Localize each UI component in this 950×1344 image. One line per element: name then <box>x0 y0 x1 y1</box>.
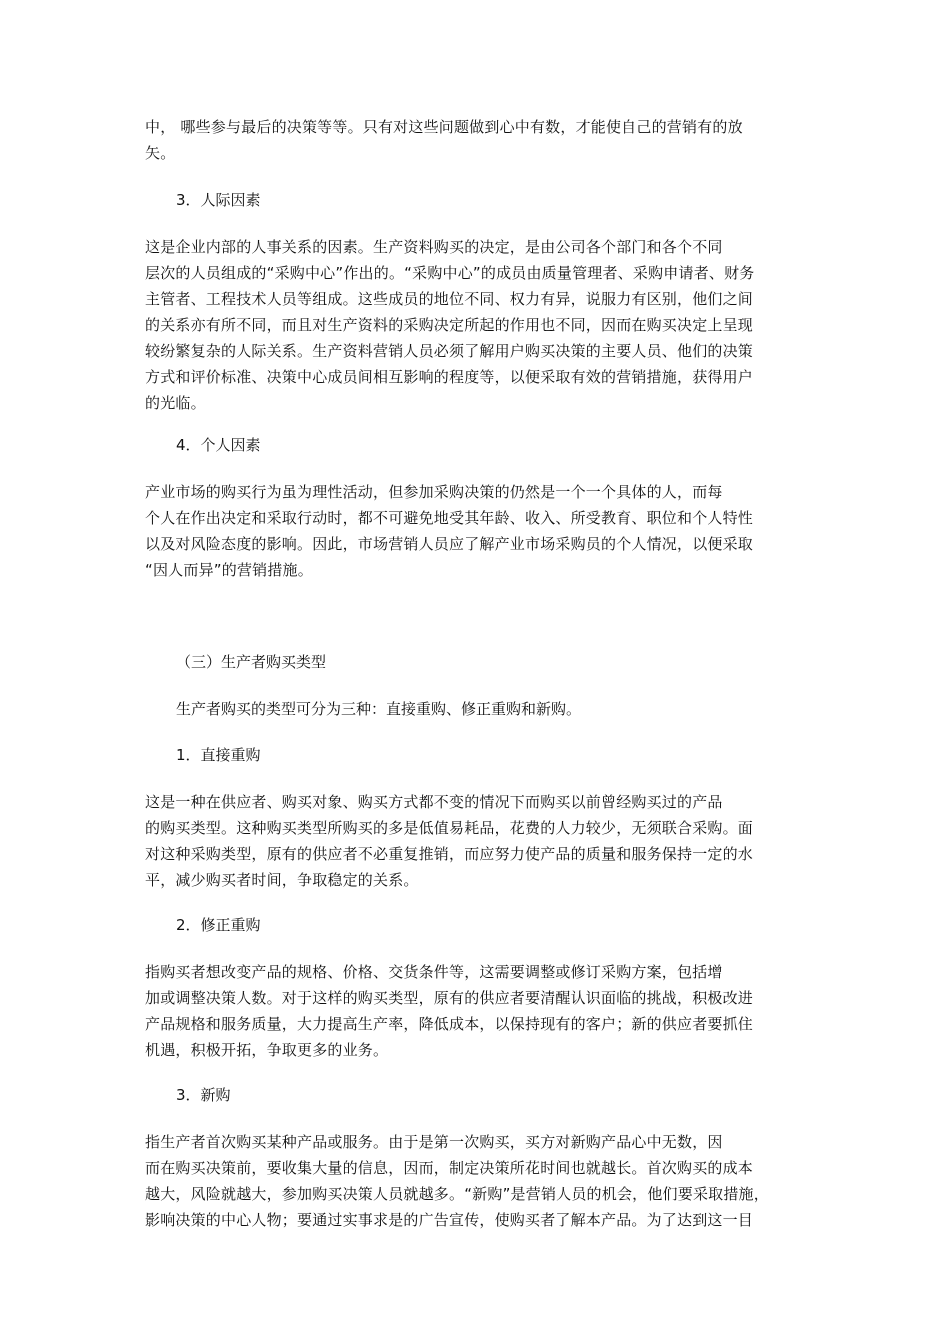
text-line: 这是企业内部的人事关系的因素。生产资料购买的决定，是由公司各个部门和各个不同 <box>145 238 723 256</box>
text-line: 个人在作出决定和采取行动时，都不可避免地受其年龄、收入、所受教育、职位和个人特性 <box>145 509 754 527</box>
paragraph-purchase-types-summary: 生产者购买的类型可分为三种：直接重购、修正重购和新购。 <box>176 700 582 718</box>
text-line: 越大，风险就越大，参加购买决策人员就越多。“新购”是营销人员的机会，他们要采取措施， <box>145 1185 769 1203</box>
paragraph-personal-factors <box>145 479 810 583</box>
text-line: 的关系亦有所不同，而且对生产资料的采购决定所起的作用也不同，因而在购买决定上呈现 <box>145 316 754 334</box>
text-line: 而在购买决策前，要收集大量的信息，因而，制定决策所花时间也就越长。首次购买的成本 <box>145 1159 754 1177</box>
heading-straight-rebuy: 1．直接重购 <box>176 746 261 764</box>
text-line: 加或调整决策人数。对于这样的购买类型，原有的供应者要清醒认识面临的挑战，积极改进 <box>145 989 754 1007</box>
paragraph-intro <box>145 114 810 166</box>
text-line: 主管者、工程技术人员等组成。这些成员的地位不同、权力有异，说服力有区别，他们之间 <box>145 290 754 308</box>
text-line: 产业市场的购买行为虽为理性活动，但参加采购决策的仍然是一个一个具体的人，而每 <box>145 483 723 501</box>
text-line: 产品规格和服务质量，大力提高生产率，降低成本，以保持现有的客户；新的供应者要抓住 <box>145 1015 754 1033</box>
heading-interpersonal-factors: 3．人际因素 <box>176 191 261 209</box>
text-line: 影响决策的中心人物；要通过实事求是的广告宣传，使购买者了解本产品。为了达到这一目 <box>145 1211 754 1229</box>
text-line: 以及对风险态度的影响。因此，市场营销人员应了解产业市场采购员的个人情况，以便采取 <box>145 535 754 553</box>
heading-modified-rebuy: 2．修正重购 <box>176 916 261 934</box>
paragraph-interpersonal-factors <box>145 234 810 416</box>
text-line: “因人而异”的营销措施。 <box>145 561 313 579</box>
heading-personal-factors: 4．个人因素 <box>176 436 261 454</box>
text-line: 机遇，积极开拓，争取更多的业务。 <box>145 1041 389 1059</box>
paragraph-straight-rebuy <box>145 789 810 893</box>
text-line: 较纷繁复杂的人际关系。生产资料营销人员必须了解用户购买决策的主要人员、他们的决策 <box>145 342 754 360</box>
text-line: 方式和评价标准、决策中心成员间相互影响的程度等，以便采取有效的营销措施，获得用户 <box>145 368 754 386</box>
text-line: 指购买者想改变产品的规格、价格、交货条件等，这需要调整或修订采购方案，包括增 <box>145 963 723 981</box>
text-line: 平，减少购买者时间，争取稳定的关系。 <box>145 871 419 889</box>
text-line: 指生产者首次购买某种产品或服务。由于是第一次购买，买方对新购产品心中无数，因 <box>145 1133 723 1151</box>
heading-new-task: 3．新购 <box>176 1086 231 1104</box>
text-line: 的购买类型。这种购买类型所购买的多是低值易耗品，花费的人力较少，无须联合采购。面 <box>145 819 754 837</box>
text-line: 中， 哪些参与最后的决策等等。只有对这些问题做到心中有数，才能使自己的营销有的放 <box>145 118 743 136</box>
text-line: 这是一种在供应者、购买对象、购买方式都不变的情况下而购买以前曾经购买过的产品 <box>145 793 723 811</box>
paragraph-new-task <box>145 1129 810 1233</box>
text-line: 对这种采购类型，原有的供应者不必重复推销，而应努力使产品的质量和服务保持一定的水 <box>145 845 754 863</box>
text-line: 矢。 <box>145 144 176 162</box>
heading-section-purchase-types: （三）生产者购买类型 <box>176 653 327 671</box>
text-line: 的光临。 <box>145 394 206 412</box>
paragraph-modified-rebuy <box>145 959 810 1063</box>
text-line: 层次的人员组成的“采购中心”作出的。“采购中心”的成员由质量管理者、采购申请者、财务 <box>145 264 755 282</box>
